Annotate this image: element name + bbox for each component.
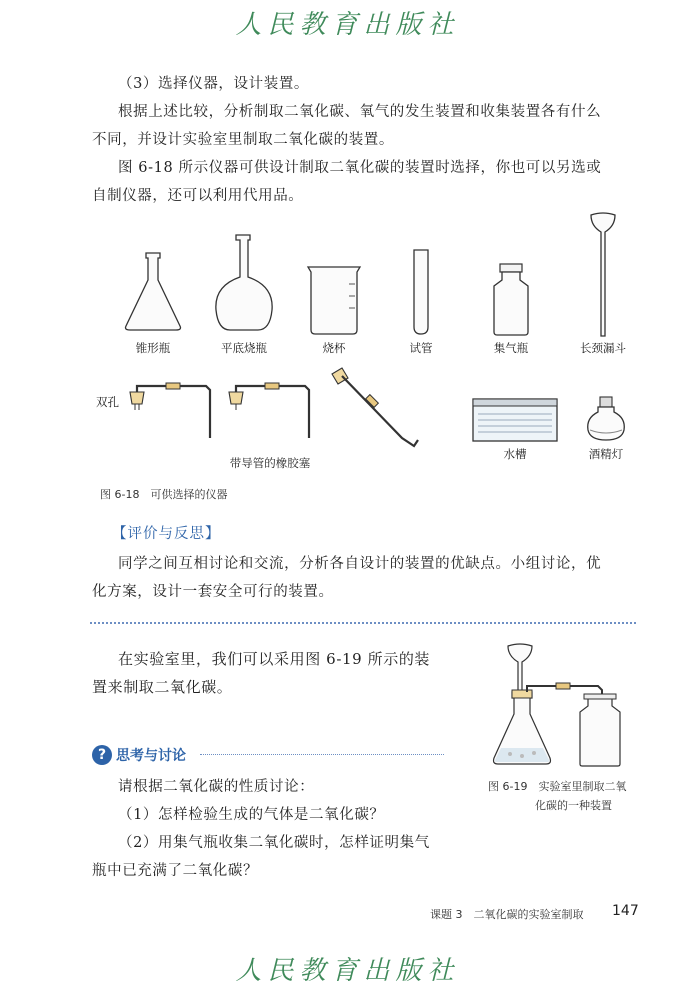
discussion-intro: 请根据二氧化碳的性质讨论： — [118, 779, 315, 795]
discussion-question-2-line-1: （2）用集气瓶收集二氧化碳时，怎样证明集气 — [118, 835, 430, 851]
discussion-title: 思考与讨论 — [116, 748, 186, 764]
label-trough: 水槽 — [503, 447, 527, 461]
stopper-tube-2-illustration — [225, 380, 315, 442]
evaluation-line-2: 化方案，设计一套安全可行的装置。 — [92, 584, 334, 600]
evaluation-line-1: 同学之间互相讨论和交流，分析各自设计的装置的优缺点。小组讨论，优 — [118, 556, 602, 572]
flat-flask-illustration — [208, 232, 280, 337]
stopper-tube-3-illustration — [328, 364, 424, 454]
paragraph-2-line-1: 图 6-18 所示仪器可供设计制取二氧化碳的装置时选择，你也可以另选或 — [118, 160, 602, 176]
evaluation-title: 【评价与反思】 — [112, 526, 221, 542]
discussion-question-2-line-2: 瓶中已充满了二氧化碳？ — [92, 863, 259, 879]
stopper-tube-1-illustration — [126, 380, 216, 442]
figure-6-19-apparatus — [492, 640, 632, 770]
label-flat-flask: 平底烧瓶 — [221, 341, 267, 355]
figure-6-18-caption: 图 6-18 可供选择的仪器 — [100, 488, 228, 501]
label-test-tube: 试管 — [409, 341, 433, 355]
beaker-illustration — [305, 264, 363, 336]
lab-line-2: 置来制取二氧化碳。 — [92, 678, 233, 696]
test-tube-illustration — [406, 247, 436, 337]
label-conical-flask: 锥形瓶 — [135, 341, 171, 355]
alcohol-lamp-illustration — [584, 394, 628, 444]
paragraph-1-line-1: 根据上述比较，分析制取二氧化碳、氧气的发生装置和收集装置各有什么 — [118, 104, 602, 120]
label-double-hole: 双孔 — [96, 395, 119, 409]
discussion-question-1: （1）怎样检验生成的气体是二氧化碳？ — [118, 807, 385, 823]
publisher-logo-bottom: 人民教育出版社 — [235, 956, 460, 986]
publisher-logo-top: 人民教育出版社 — [235, 10, 460, 40]
label-alcohol-lamp: 酒精灯 — [588, 447, 624, 461]
question-icon: ? — [92, 745, 112, 765]
trough-illustration — [470, 396, 560, 444]
label-stopper: 带导管的橡胶塞 — [229, 456, 311, 470]
funnel-illustration — [586, 212, 620, 340]
gas-jar-illustration — [488, 262, 534, 338]
label-gas-jar: 集气瓶 — [493, 341, 529, 355]
label-beaker: 烧杯 — [322, 341, 346, 355]
discussion-divider — [200, 754, 444, 755]
footer-topic: 课题 3 二氧化碳的实验室制取 — [430, 908, 584, 921]
figure-6-19-caption-line-2: 化碳的一种装置 — [535, 799, 612, 812]
lab-line-1: 在实验室里，我们可以采用图 6-19 所示的装 — [118, 650, 431, 668]
page-number: 147 — [612, 903, 639, 919]
conical-flask-illustration — [118, 250, 188, 335]
section-heading: （3）选择仪器，设计装置。 — [118, 76, 310, 92]
paragraph-1-line-2: 不同，并设计实验室里制取二氧化碳的装置。 — [92, 132, 394, 148]
paragraph-2-line-2: 自制仪器，还可以利用代用品。 — [92, 188, 304, 204]
label-funnel: 长颈漏斗 — [580, 341, 626, 355]
discussion-header — [92, 744, 444, 766]
figure-6-19-caption-line-1: 图 6-19 实验室里制取二氧 — [488, 780, 627, 793]
section-divider — [90, 622, 636, 624]
